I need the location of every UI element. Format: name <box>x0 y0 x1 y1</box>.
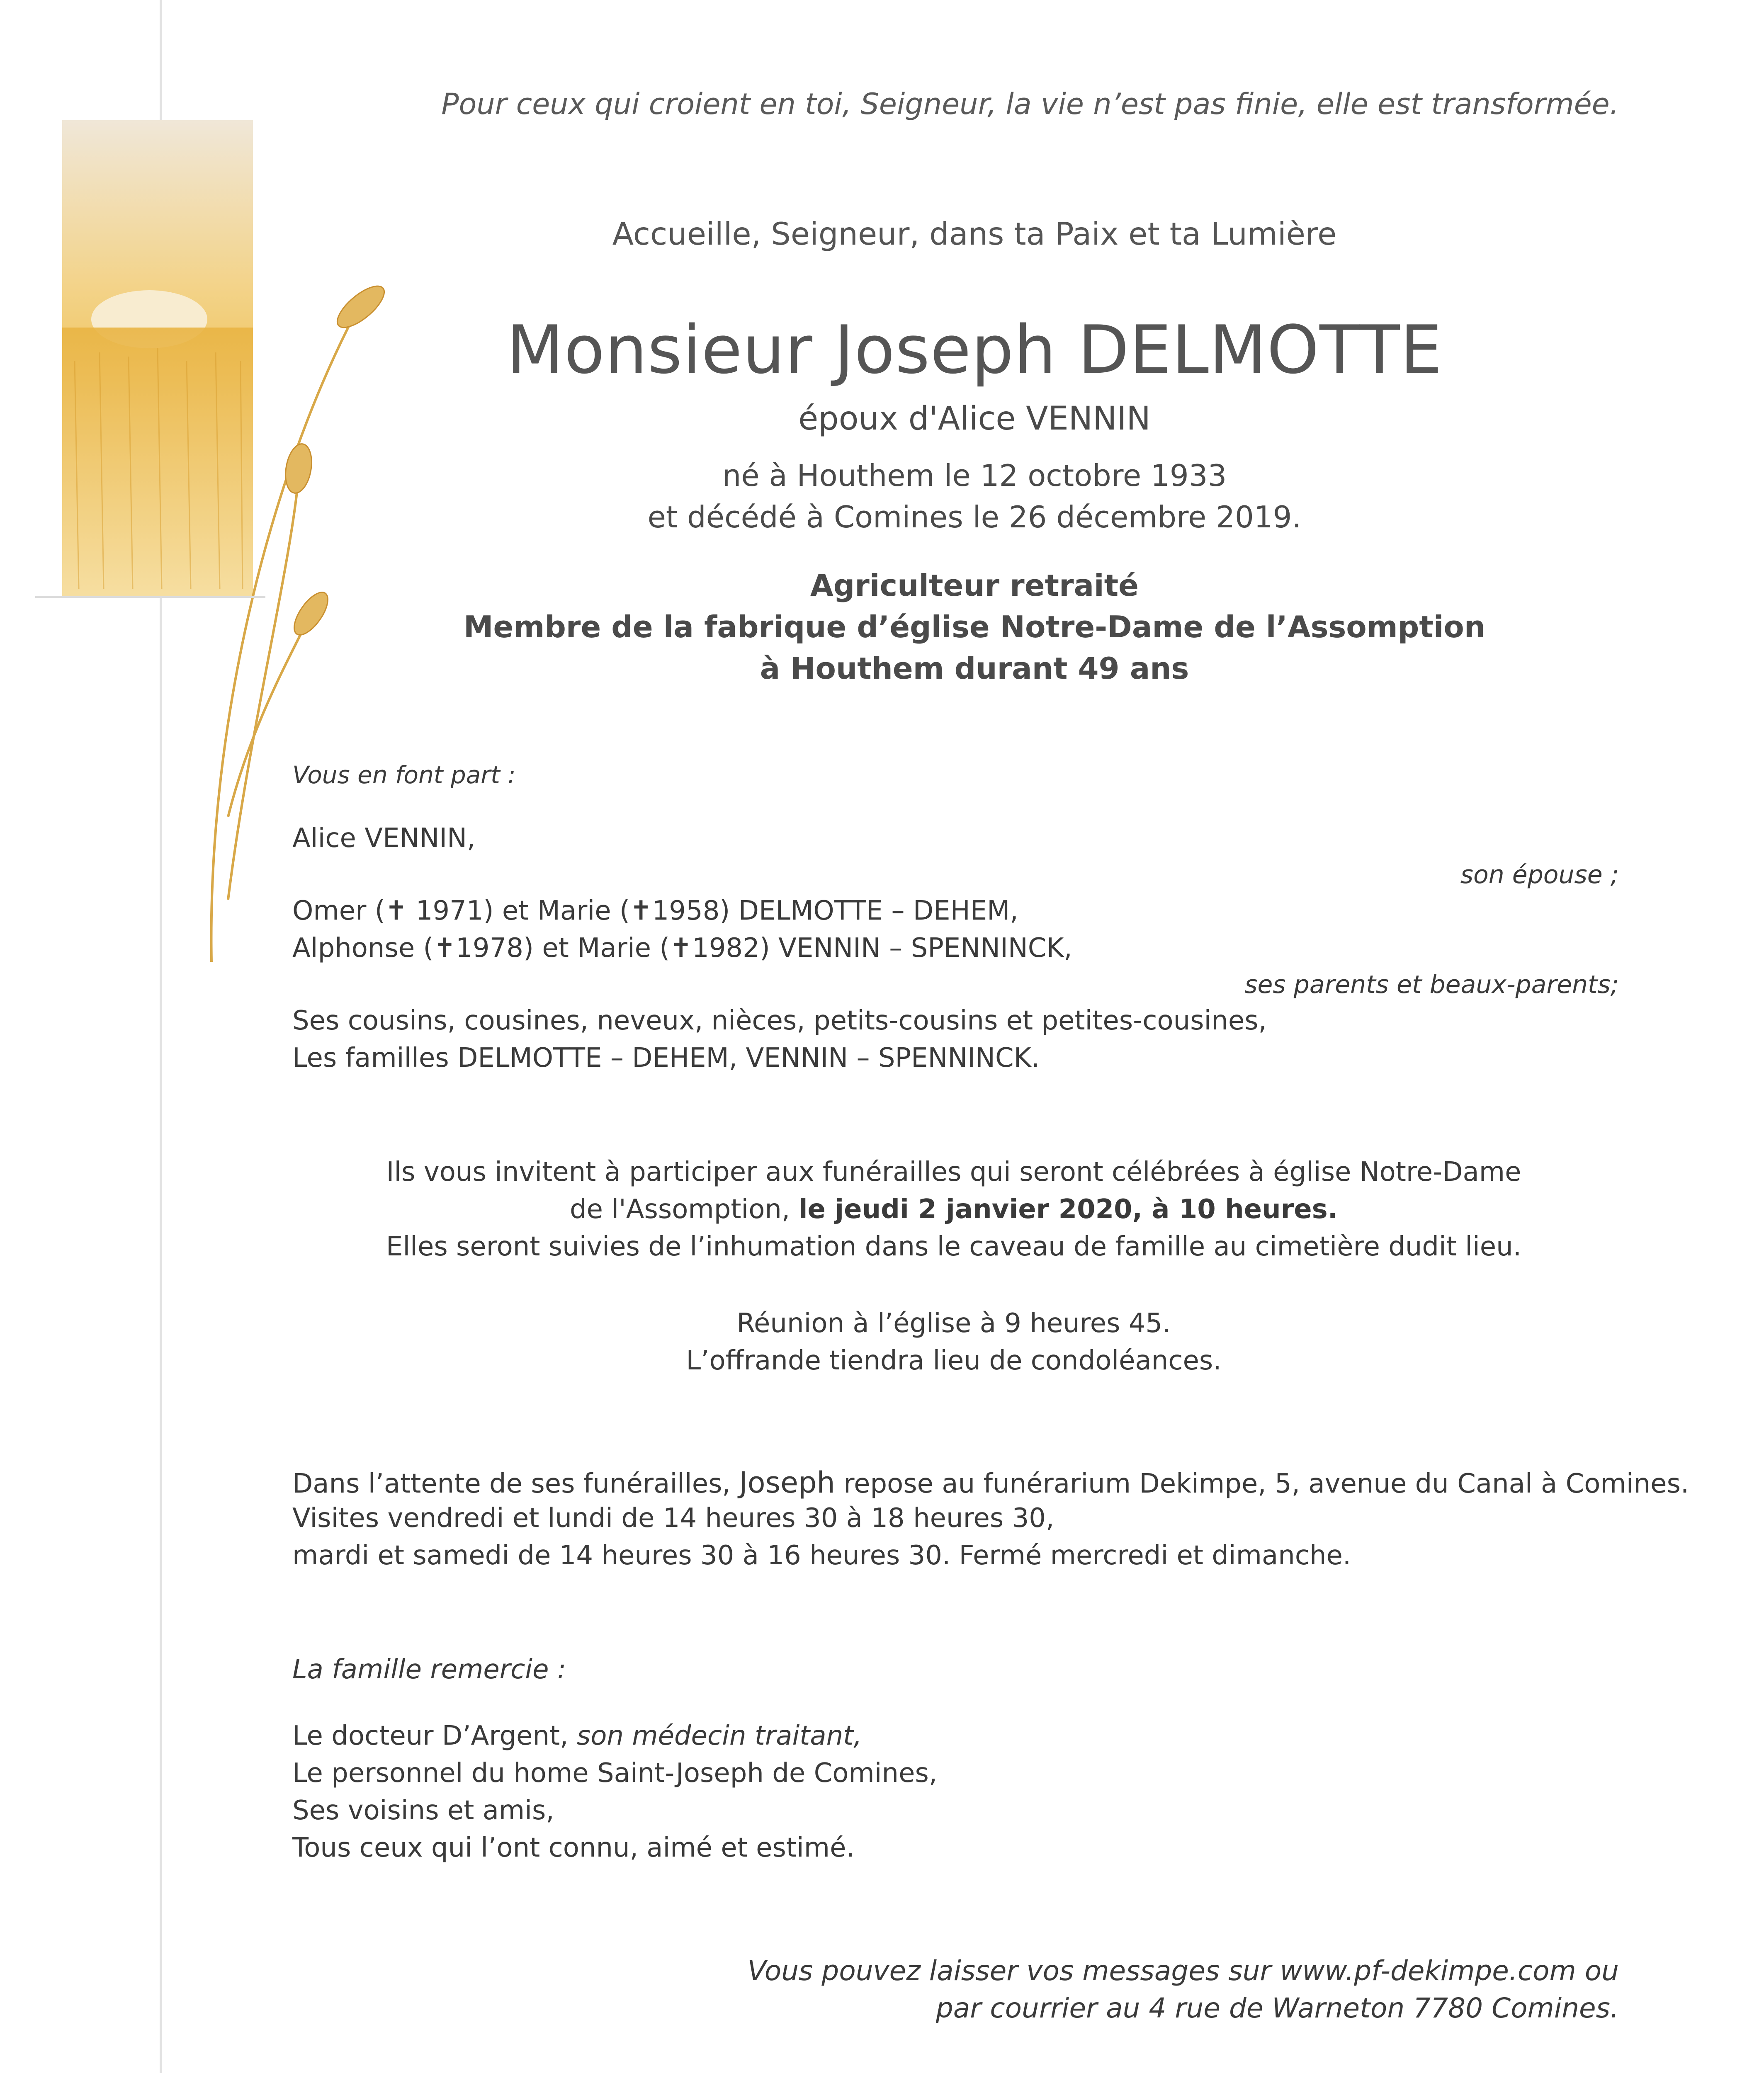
deceased-spouse: époux d'Alice VENNIN <box>798 400 1151 437</box>
messages-line: par courrier au 4 rue de Warneton 7780 Comines. <box>935 1992 1619 2024</box>
thanks-line: Tous ceux qui l’ont connu, aimé et estimé. <box>292 1833 855 1863</box>
visitation-name: Joseph <box>739 1466 835 1500</box>
role-line: Agriculteur retraité <box>810 568 1139 603</box>
visitation-line: Visites vendredi et lundi de 14 heures 30 à 18 heures 30, <box>292 1503 1055 1534</box>
parents-line: Alphonse (✝1978) et Marie (✝1982) VENNIN – SPENNINCK, <box>292 933 1072 964</box>
family-line: Ses cousins, cousines, neveux, nièces, petits-cousins et petites-cousines, <box>292 1005 1267 1036</box>
messages-line: Vous pouvez laisser vos messages sur www.pf-dekimpe.com ou <box>747 1955 1619 1987</box>
doctor-name: Le docteur D’Argent, <box>292 1721 577 1751</box>
blessing: Accueille, Seigneur, dans ta Paix et ta Lumière <box>612 216 1337 252</box>
role-line: Membre de la fabrique d’église Notre-Dame de l’Assomption <box>463 609 1486 644</box>
birth-info: né à Houthem le 12 octobre 1933 <box>722 458 1227 493</box>
thanks-line <box>292 1721 862 1751</box>
invitation-line <box>373 1194 1534 1225</box>
invitation-location: de l'Assomption, <box>570 1194 799 1225</box>
announce-intro: Vous en font part : <box>292 761 516 789</box>
role-line: à Houthem durant 49 ans <box>760 651 1189 686</box>
doctor-role: son médecin traitant, <box>576 1721 862 1751</box>
visitation-line <box>292 1466 1689 1500</box>
deceased-name: Monsieur Joseph DELMOTTE <box>506 311 1443 388</box>
gathering-time: Réunion à l’église à 9 heures 45. <box>736 1308 1171 1339</box>
spouse-relation: son épouse ; <box>1460 860 1619 889</box>
visitation-line: mardi et samedi de 14 heures 30 à 16 heures 30. Fermé mercredi et dimanche. <box>292 1540 1351 1571</box>
invitation-line: Elles seront suivies de l’inhumation dans le caveau de famille au cimetière dudit lieu. <box>386 1231 1522 1262</box>
family-line: Les familles DELMOTTE – DEHEM, VENNIN – SPENNINCK. <box>292 1043 1040 1073</box>
parents-relation: ses parents et beaux-parents; <box>1244 970 1619 999</box>
thanks-line: Ses voisins et amis, <box>292 1795 554 1826</box>
invitation-line: Ils vous invitent à participer aux funérailles qui seront célébrées à église Notre-Dame <box>386 1157 1521 1187</box>
thanks-intro: La famille remercie : <box>292 1654 566 1685</box>
visitation-pre: Dans l’attente de ses funérailles, <box>292 1469 739 1499</box>
parents-line: Omer (✝ 1971) et Marie (✝1958) DELMOTTE – DEHEM, <box>292 896 1018 926</box>
motto: Pour ceux qui croient en toi, Seigneur, la vie n’est pas finie, elle est transformée. <box>441 87 1619 121</box>
death-info: et décédé à Comines le 26 décembre 2019. <box>647 500 1302 534</box>
spouse-name: Alice VENNIN, <box>292 823 476 854</box>
funeral-date: le jeudi 2 janvier 2020, à 10 heures. <box>798 1194 1338 1225</box>
thanks-line: Le personnel du home Saint-Joseph de Comines, <box>292 1758 938 1789</box>
visitation-post: repose au funérarium Dekimpe, 5, avenue du Canal à Comines. <box>835 1469 1689 1499</box>
offering-note: L’offrande tiendra lieu de condoléances. <box>686 1345 1222 1376</box>
horizontal-accent-line <box>35 596 265 598</box>
